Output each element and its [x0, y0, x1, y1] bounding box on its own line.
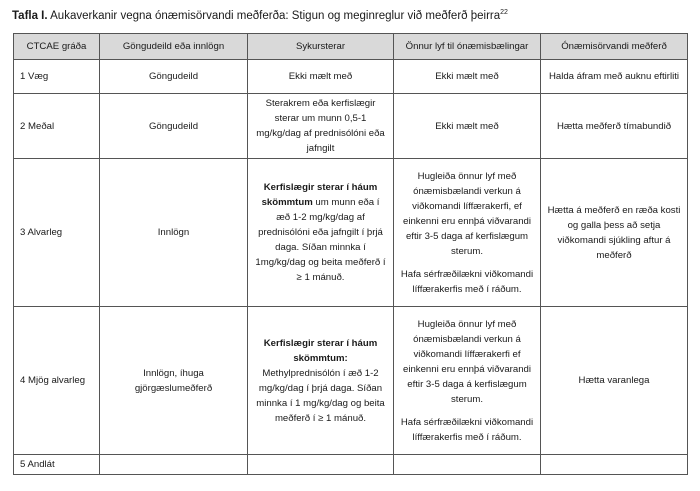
other-drugs-cell: Ekki mælt með	[394, 60, 541, 94]
other-drugs-cell	[394, 307, 541, 455]
steroids-cell: Sterakrem eða kerfislægir sterar um munn 0,5-1 mg/kg/dag af prednisólóni eða jafngilt	[248, 94, 394, 159]
caption-reference: 22	[500, 9, 508, 17]
therapy-cell	[541, 455, 688, 475]
header-setting: Göngudeild eða innlögn	[100, 34, 248, 60]
therapy-cell: Hætta varanlega	[541, 307, 688, 455]
setting-cell: Innlögn	[100, 159, 248, 307]
table-row	[14, 307, 688, 455]
steroids-detail: Methylprednisólón í æð 1-2 mg/kg/dag í þrjá daga. Síðan minnka í 1 mg/kg/dag og beita meðferð í ≥ 1 mánuð.	[256, 367, 385, 424]
steroids-detail: um munn eða í æð 1-2 mg/kg/dag af prednisólóni eða jafngilt í þrjá daga. Síðan minnka í 1mg/kg/dag og beita meðferð í ≥ 1 mánuð.	[255, 197, 386, 283]
header-steroids: Sykursterar	[248, 34, 394, 60]
header-row	[14, 34, 688, 60]
specialist-text: Hafa sérfræðilækni viðkomandi líffærakerfis með í ráðum.	[400, 268, 534, 295]
therapy-cell: Hætta á meðferð en ræða kosti og galla þess að setja viðkomandi sjúkling aftur á meðferð	[541, 159, 688, 307]
table-row	[14, 94, 688, 159]
steroids-cell	[248, 159, 394, 307]
setting-cell	[100, 455, 248, 475]
other-drugs-cell: Ekki mælt með	[394, 94, 541, 159]
steroids-cell	[248, 455, 394, 475]
header-other-drugs: Önnur lyf til ónæmisbælingar	[394, 34, 541, 60]
other-drugs-text: Hugleiða önnur lyf með ónæmisbælandi verkun á viðkomandi líffærakerfi, ef einkenni eru ennþá viðvarandi eftir 3-5 daga af kerfislægum sterum.	[402, 170, 531, 257]
therapy-cell: Halda áfram með auknu eftirliti	[541, 60, 688, 94]
other-drugs-text: Hugleiða önnur lyf með ónæmisbælandi verkun á viðkomandi líffærakerfi ef einkenni eru ennþá viðvarandi eftir 3-5 daga á kerfislægum sterum.	[402, 318, 531, 405]
table-row	[14, 159, 688, 307]
table-row	[14, 60, 688, 94]
other-drugs-cell	[394, 455, 541, 475]
grade-cell: 1 Væg	[14, 60, 100, 94]
grade-cell: 3 Alvarleg	[14, 159, 100, 307]
therapy-cell: Hætta meðferð tímabundið	[541, 94, 688, 159]
steroids-cell: Ekki mælt með	[248, 60, 394, 94]
caption-label: Tafla I.	[12, 10, 48, 22]
grade-cell: 5 Andlát	[14, 455, 100, 475]
adverse-events-table	[13, 33, 688, 475]
table-caption	[12, 8, 508, 24]
setting-cell: Göngudeild	[100, 94, 248, 159]
table-row	[14, 455, 688, 475]
header-therapy: Ónæmisörvandi meðferð	[541, 34, 688, 60]
grade-cell: 4 Mjög alvarleg	[14, 307, 100, 455]
steroids-cell	[248, 307, 394, 455]
other-drugs-cell	[394, 159, 541, 307]
header-grade: CTCAE gráða	[14, 34, 100, 60]
steroids-emphasis: Kerfislægir sterar í háum skömmtum:	[263, 337, 378, 364]
specialist-text: Hafa sérfræðilækni viðkomandi líffærakerfis með í ráðum.	[400, 416, 534, 443]
setting-cell: Innlögn, íhuga gjörgæslumeðferð	[100, 307, 248, 455]
steroids-emphasis: Kerfislægir sterar í háum skömmtum	[261, 182, 378, 208]
caption-text: Aukaverkanir vegna ónæmisörvandi meðferða: Stigun og meginreglur við meðferð þeirra	[47, 10, 501, 22]
setting-cell: Göngudeild	[100, 60, 248, 94]
grade-cell: 2 Meðal	[14, 94, 100, 159]
